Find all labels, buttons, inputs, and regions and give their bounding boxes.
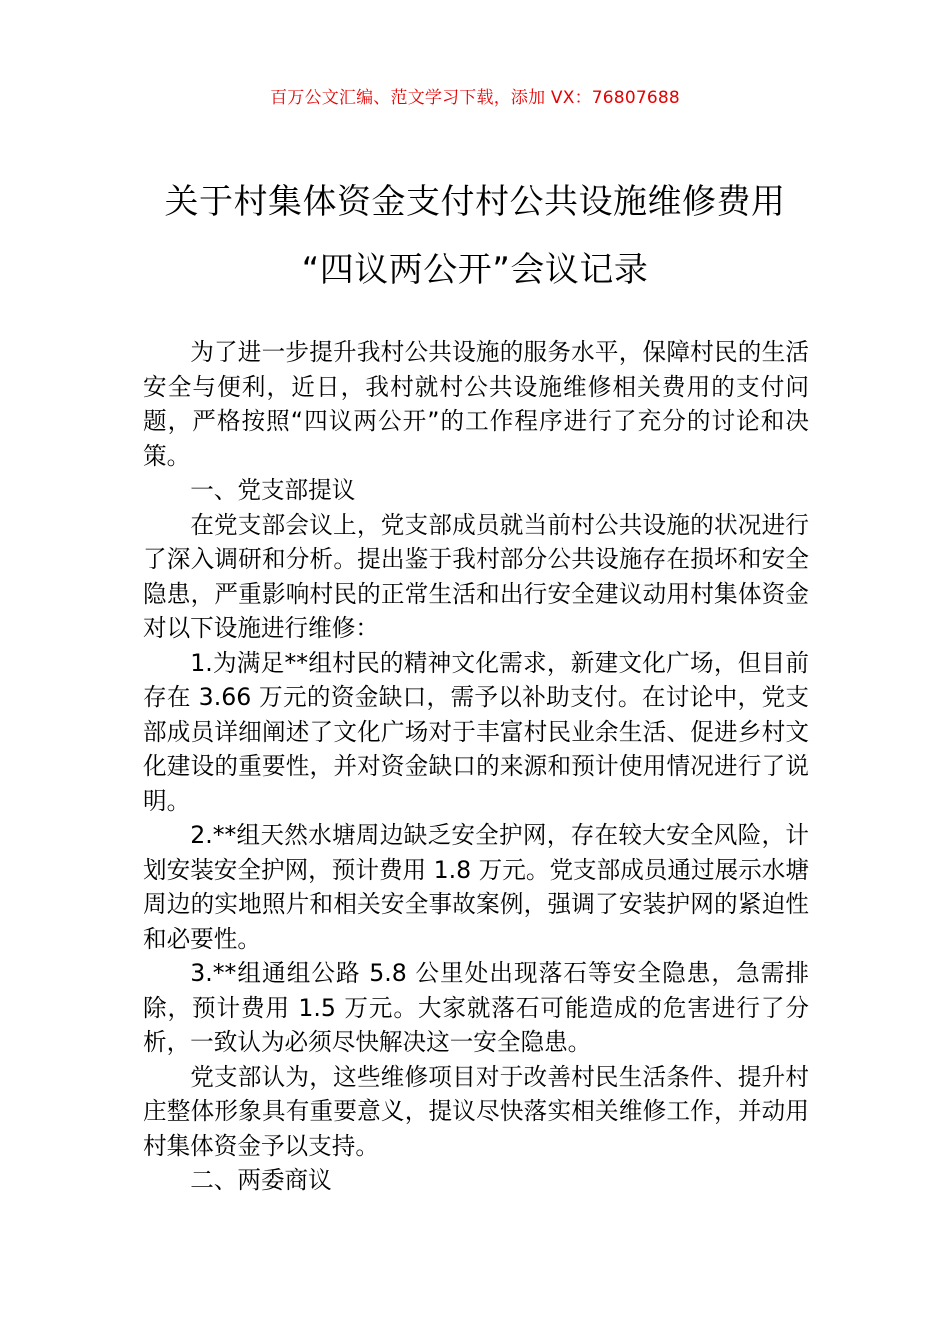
body-paragraph: 党支部认为，这些维修项目对于改善村民生活条件、提升村庄整体形象具有重要意义，提议尽快落实相关维修工作，并动用村集体资金予以支持。 [143, 1062, 809, 1160]
watermark-banner: 百万公文汇编、范文学习下载，添加 VX：76807688 [270, 88, 680, 108]
body-paragraph: 在党支部会议上，党支部成员就当前村公共设施的状况进行了深入调研和分析。提出鉴于我村部分公共设施存在损坏和安全隐患，严重影响村民的正常生活和出行安全建议动用村集体资金对以下设施进行维修： [143, 510, 809, 642]
document-title-line-1: 关于村集体资金支付村公共设施维修费用 [164, 182, 786, 222]
document-body [143, 335, 809, 1198]
list-item-3: 3.**组通组公路 5.8 公里处出现落石等安全隐患，急需排除，预计费用 1.5 万元。大家就落石可能造成的危害进行了分析，一致认为必须尽快解决这一安全隐患。 [143, 959, 809, 1056]
list-item-2: 2.**组天然水塘周边缺乏安全护网，存在较大安全风险，计划安装安全护网，预计费用 1.8 万元。党支部成员通过展示水塘周边的实地照片和相关安全事故案例，强调了安装护网的紧迫性和必要性。 [143, 821, 809, 953]
list-item-1: 1.为满足**组村民的精神文化需求，新建文化广场，但目前存在 3.66 万元的资金缺口，需予以补助支付。在讨论中，党支部成员详细阐述了文化广场对于丰富村民业余生活、促进乡村文化建设的重要性，并对资金缺口的来源和预计使用情况进行了说明。 [143, 648, 809, 815]
document-title-line-2: “四议两公开”会议记录 [301, 250, 649, 290]
section-heading-two-committees: 二、两委商议 [190, 1166, 332, 1194]
section-heading-party-proposal: 一、党支部提议 [190, 476, 356, 504]
intro-paragraph: 为了进一步提升我村公共设施的服务水平，保障村民的生活安全与便利，近日，我村就村公共设施维修相关费用的支付问题，严格按照“四议两公开”的工作程序进行了充分的讨论和决策。 [143, 338, 809, 470]
